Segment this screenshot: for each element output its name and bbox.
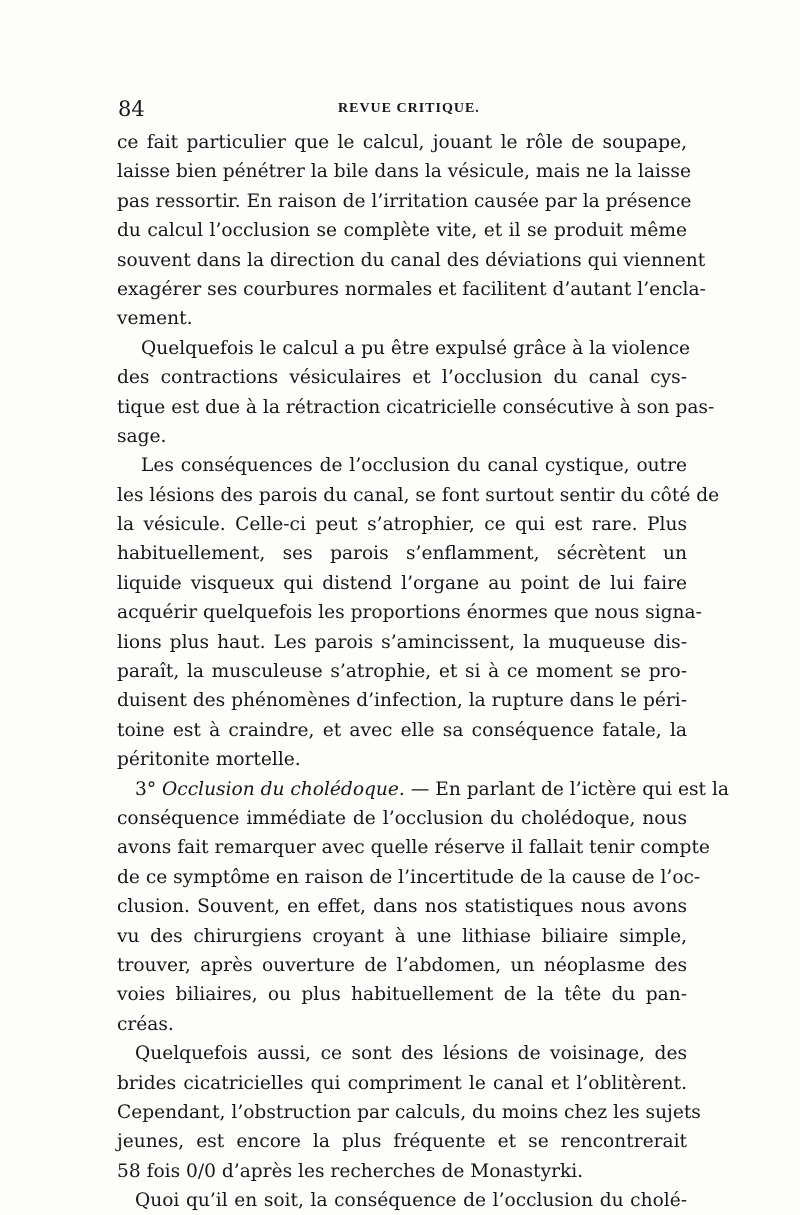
text-line: brides cicatricielles qui compriment le canal et l’oblitèrent. — [117, 1072, 687, 1094]
text-line: des contractions vésiculaires et l’occlusion du canal cys- — [117, 367, 687, 389]
section-heading-line — [117, 775, 729, 804]
text-line: jeunes, est encore la plus fréquente et se rencontrerait — [117, 1131, 687, 1153]
text-line: pas ressortir. En raison de l’irritation causée par la présence — [117, 190, 692, 212]
text-line: habituellement, ses parois s’enflamment, sécrètent un — [117, 543, 687, 565]
text-line: exagérer ses courbures normales et facilitent d’autant l’encla- — [117, 278, 706, 300]
text-line: péritonite mortelle. — [117, 749, 301, 771]
text-line: créas. — [117, 1013, 174, 1035]
text-line: vement. — [117, 308, 193, 330]
text-line: vu des chirurgiens croyant à une lithiase biliaire simple, — [117, 925, 687, 947]
text-line: liquide visqueux qui distend l’organe au point de lui faire — [117, 572, 687, 594]
text-line: les lésions des parois du canal, se font surtout sentir du côté de — [117, 484, 720, 506]
text-line: acquérir quelquefois les proportions énormes que nous signa- — [117, 602, 702, 624]
text-line: Quelquefois le calcul a pu être expulsé grâce à la violence — [141, 337, 691, 359]
text-line: laisse bien pénétrer la bile dans la vésicule, mais ne la laisse — [117, 161, 691, 183]
text-line: Quelquefois aussi, ce sont des lésions de voisinage, des — [135, 1043, 687, 1065]
text-line: 58 fois 0/0 d’après les recherches de Monastyrki. — [117, 1160, 584, 1182]
page-number: 84 — [118, 97, 145, 121]
section-lead-text: — En parlant de l’ictère qui est la — [404, 778, 729, 800]
text-line: clusion. Souvent, en effet, dans nos statistiques nous avons — [117, 896, 687, 918]
text-line: la vésicule. Celle-ci peut s’atrophier, ce qui est rare. Plus — [117, 514, 687, 536]
text-line: Quoi qu’il en soit, la conséquence de l’occlusion du cholé- — [135, 1190, 687, 1212]
text-line: avons fait remarquer avec quelle réserve il fallait tenir compte — [117, 837, 710, 859]
text-line: ce fait particulier que le calcul, jouant le rôle de soupape, — [117, 132, 687, 153]
text-line: toine est à craindre, et avec elle sa conséquence fatale, la — [117, 719, 687, 741]
running-head: REVUE CRITIQUE. — [338, 101, 480, 116]
text-line: duisent des phénomènes d’infection, la rupture dans le péri- — [117, 690, 687, 712]
page-header — [118, 94, 688, 126]
text-line: Cependant, l’obstruction par calculs, du moins chez les sujets — [117, 1101, 701, 1123]
text-line: paraît, la musculeuse s’atrophie, et si à ce moment se pro- — [117, 661, 687, 683]
text-line: tique est due à la rétraction cicatricielle consécutive à son pas- — [117, 396, 715, 418]
text-line: souvent dans la direction du canal des déviations qui viennent — [117, 249, 706, 271]
body-text — [117, 128, 729, 1215]
text-line: lions plus haut. Les parois s’amincissent, la muqueuse dis- — [117, 631, 687, 653]
text-line: sage. — [117, 425, 167, 447]
text-line: de ce symptôme en raison de l’incertitude de la cause de l’oc- — [117, 866, 701, 888]
text-line: du calcul l’occlusion se complète vite, et il se produit même — [117, 220, 687, 242]
section-title: Occlusion du cholédoque. — [162, 778, 405, 800]
text-line: trouver, après ouverture de l’abdomen, un néoplasme des — [117, 954, 687, 976]
section-number: 3° — [135, 778, 163, 800]
text-line: Les conséquences de l’occlusion du canal cystique, outre — [141, 455, 687, 477]
text-line: voies biliaires, ou plus habituellement de la tête du pan- — [117, 984, 687, 1006]
text-line: conséquence immédiate de l’occlusion du cholédoque, nous — [117, 807, 687, 829]
